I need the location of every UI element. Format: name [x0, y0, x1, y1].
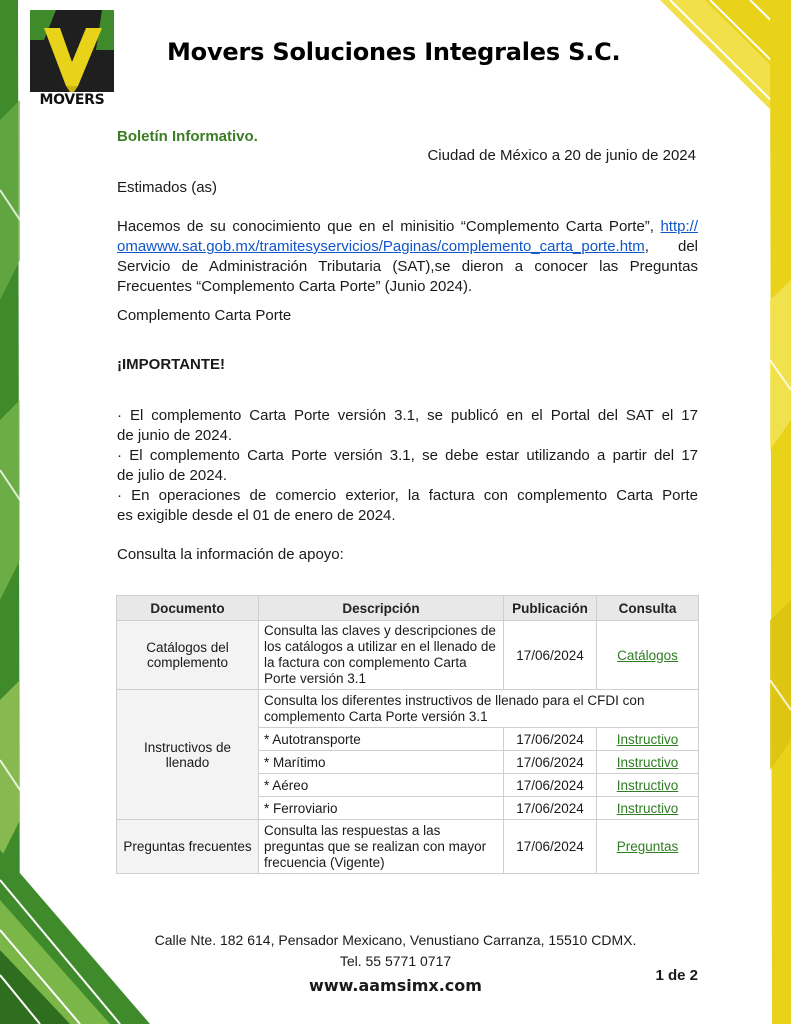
cell-publicacion: 17/06/2024	[504, 728, 597, 751]
cell-documento: Preguntas frecuentes	[117, 820, 259, 874]
footer-phone: Tel. 55 5771 0717	[339, 953, 452, 969]
cell-publicacion: 17/06/2024	[504, 751, 597, 774]
bullet-item-3-line-1: · En operaciones de comercio exterior, la factura con complemento Carta Porte	[117, 487, 698, 504]
page-number: 1 de 2	[655, 967, 698, 984]
footer-address: Calle Nte. 182 614, Pensador Mexicano, Venustiano Carranza, 15510 CDMX.	[154, 932, 637, 948]
sat-link-part1[interactable]: http://	[660, 218, 698, 235]
bullet-item-1-line-2: de junio de 2024.	[117, 427, 233, 444]
cell-descripcion: Consulta las claves y descripciones de los catálogos a utilizar en el llenado de la factura con complemento Carta Porte versión 3.1	[259, 621, 504, 690]
col-header-documento: Documento	[117, 596, 259, 621]
table-row-instructivos-desc	[117, 690, 699, 728]
table-row-catalogos	[117, 621, 699, 690]
company-name: Movers Soluciones Integrales S.C.	[167, 38, 621, 66]
cell-instructivo-name: * Autotransporte	[259, 728, 504, 751]
col-header-publicacion: Publicación	[504, 596, 597, 621]
bullet-item-2-line-1: · El complemento Carta Porte versión 3.1, se debe estar utilizando a partir del 17	[117, 447, 698, 464]
instructivo-link-autotransporte[interactable]: Instructivo	[616, 731, 679, 747]
cell-instructivo-name: * Aéreo	[259, 774, 504, 797]
preguntas-link[interactable]: Preguntas	[616, 839, 679, 854]
intro-paragraph	[117, 217, 698, 297]
instructivo-link-maritimo[interactable]: Instructivo	[616, 754, 679, 770]
intro-line-4: Frecuentes “Complemento Carta Porte” (Junio 2024).	[117, 278, 473, 295]
intro-text: Hacemos de su conocimiento que en el minisitio “Complemento Carta Porte”,	[117, 218, 654, 235]
footer-website: www.aamsimx.com	[309, 976, 482, 995]
greeting: Estimados (as)	[117, 179, 218, 196]
cell-publicacion: 17/06/2024	[504, 774, 597, 797]
cell-consulta	[597, 728, 699, 751]
bullet-item-3-line-2: es exigible desde el 01 de enero de 2024.	[117, 507, 396, 524]
cell-consulta	[597, 820, 699, 874]
bulletin-title: Boletín Informativo.	[117, 128, 258, 145]
sat-link-part2[interactable]: omawww.sat.gob.mx/tramitesyservicios/Paginas/complemento_carta_porte.htm	[117, 238, 645, 255]
cell-publicacion: 17/06/2024	[504, 621, 597, 690]
cell-instructivo-name: * Ferroviario	[259, 797, 504, 820]
instructivo-link-aereo[interactable]: Instructivo	[616, 777, 679, 793]
col-header-descripcion: Descripción	[259, 596, 504, 621]
bullet-list	[117, 406, 698, 526]
cell-publicacion: 17/06/2024	[504, 820, 597, 874]
intro-line2-tail: , del	[644, 238, 698, 255]
logo-text: MOVERS	[39, 92, 105, 108]
cell-descripcion: Consulta las respuestas a las preguntas que se realizan con mayor frecuencia (Vigente)	[259, 820, 504, 874]
table-header-row	[117, 596, 699, 621]
cell-documento: Catálogos del complemento	[117, 621, 259, 690]
intro-line-1	[117, 217, 698, 237]
catalogos-link[interactable]: Catálogos	[617, 647, 678, 663]
cell-publicacion: 17/06/2024	[504, 797, 597, 820]
section-title: Complemento Carta Porte	[117, 307, 292, 324]
important-label: ¡IMPORTANTE!	[117, 356, 226, 373]
cell-consulta	[597, 797, 699, 820]
resources-table	[116, 595, 699, 874]
cell-descripcion: Consulta los diferentes instructivos de llenado para el CFDI con complemento Carta Porte versión 3.1	[259, 690, 699, 728]
cell-consulta	[597, 621, 699, 690]
cell-instructivo-name: * Marítimo	[259, 751, 504, 774]
cell-consulta	[597, 751, 699, 774]
intro-line-2	[117, 237, 698, 257]
consult-intro: Consulta la información de apoyo:	[117, 546, 344, 563]
dateline: Ciudad de México a 20 de junio de 2024	[427, 147, 696, 164]
cell-documento: Instructivos de llenado	[117, 690, 259, 820]
bullet-item-2-line-2: de julio de 2024.	[117, 467, 228, 484]
bullet-item-1-line-1: · El complemento Carta Porte versión 3.1, se publicó en el Portal del SAT el 17	[117, 407, 698, 424]
cell-consulta	[597, 774, 699, 797]
instructivo-link-ferroviario[interactable]: Instructivo	[616, 800, 679, 816]
intro-line-3: Servicio de Administración Tributaria (SAT),se dieron a conocer las Preguntas	[117, 258, 698, 275]
table-row-preguntas	[117, 820, 699, 874]
col-header-consulta: Consulta	[597, 596, 699, 621]
